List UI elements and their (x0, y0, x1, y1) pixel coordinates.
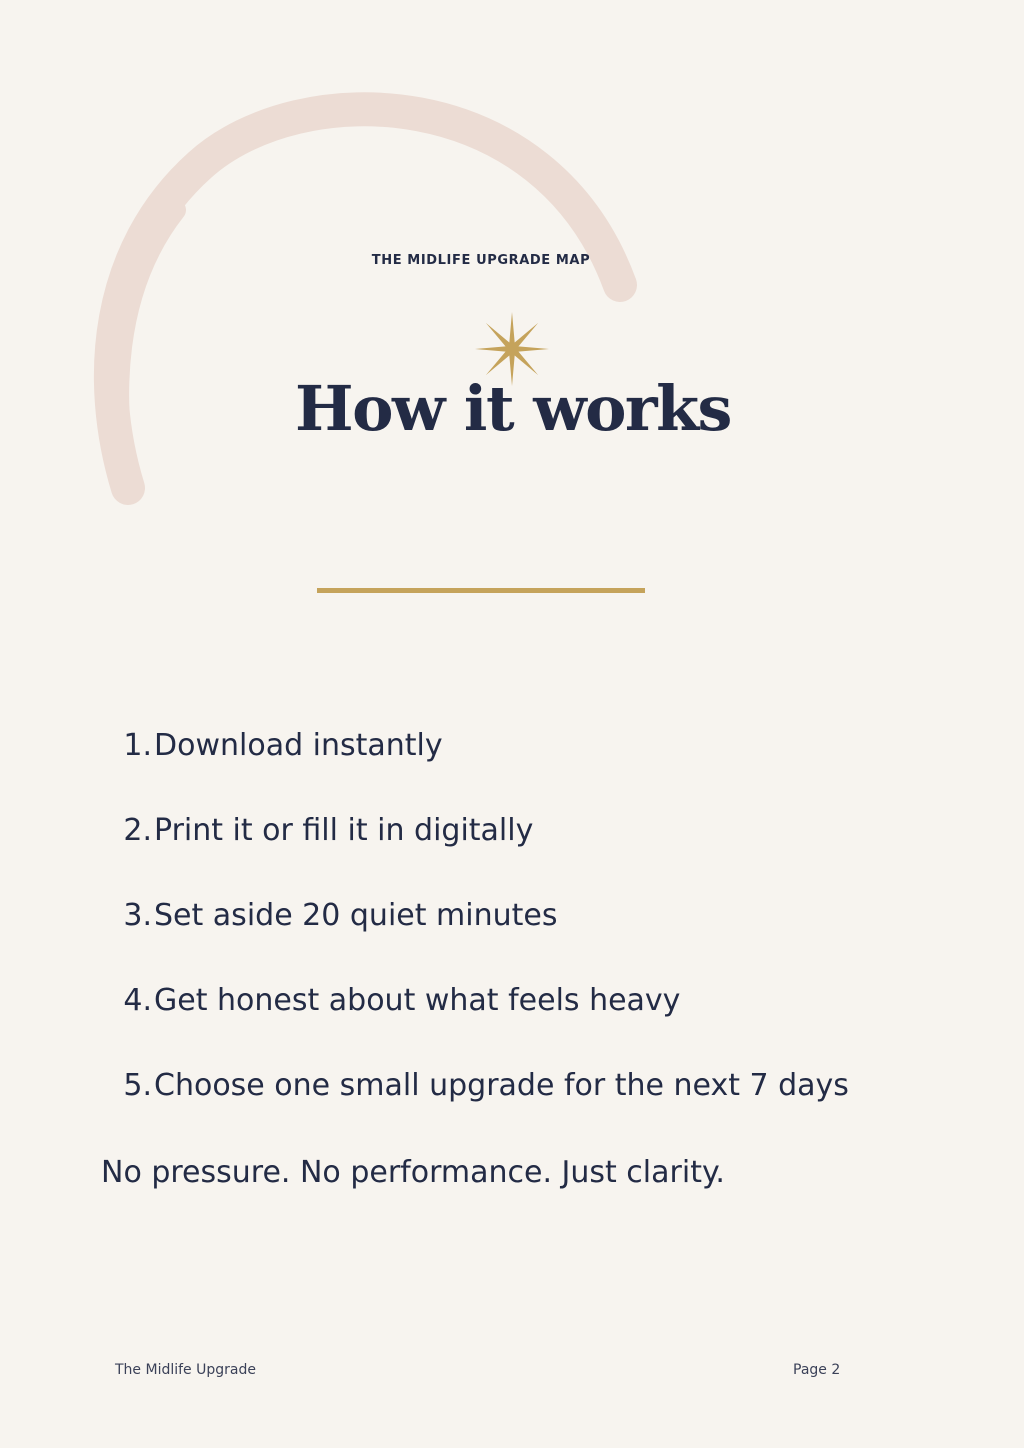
divider (317, 588, 645, 593)
tagline: No pressure. No performance. Just clarity. (101, 1155, 725, 1190)
step-number: 4. (123, 983, 152, 1018)
step-text: Download instantly (154, 728, 443, 763)
document-eyebrow: THE MIDLIFE UPGRADE MAP (371, 253, 591, 268)
page-title: How it works (295, 372, 731, 445)
step-number: 3. (123, 898, 152, 933)
step-text: Print it or fill it in digitally (154, 813, 534, 848)
step-number: 1. (123, 728, 152, 763)
step-text: Get honest about what feels heavy (154, 983, 681, 1018)
step-number: 5. (123, 1068, 152, 1103)
page-number: Page 2 (793, 1362, 841, 1378)
footer-title: The Midlife Upgrade (115, 1362, 256, 1378)
step-text: Set aside 20 quiet minutes (154, 898, 558, 933)
step-text: Choose one small upgrade for the next 7 days (154, 1068, 849, 1103)
step-number: 2. (123, 813, 152, 848)
